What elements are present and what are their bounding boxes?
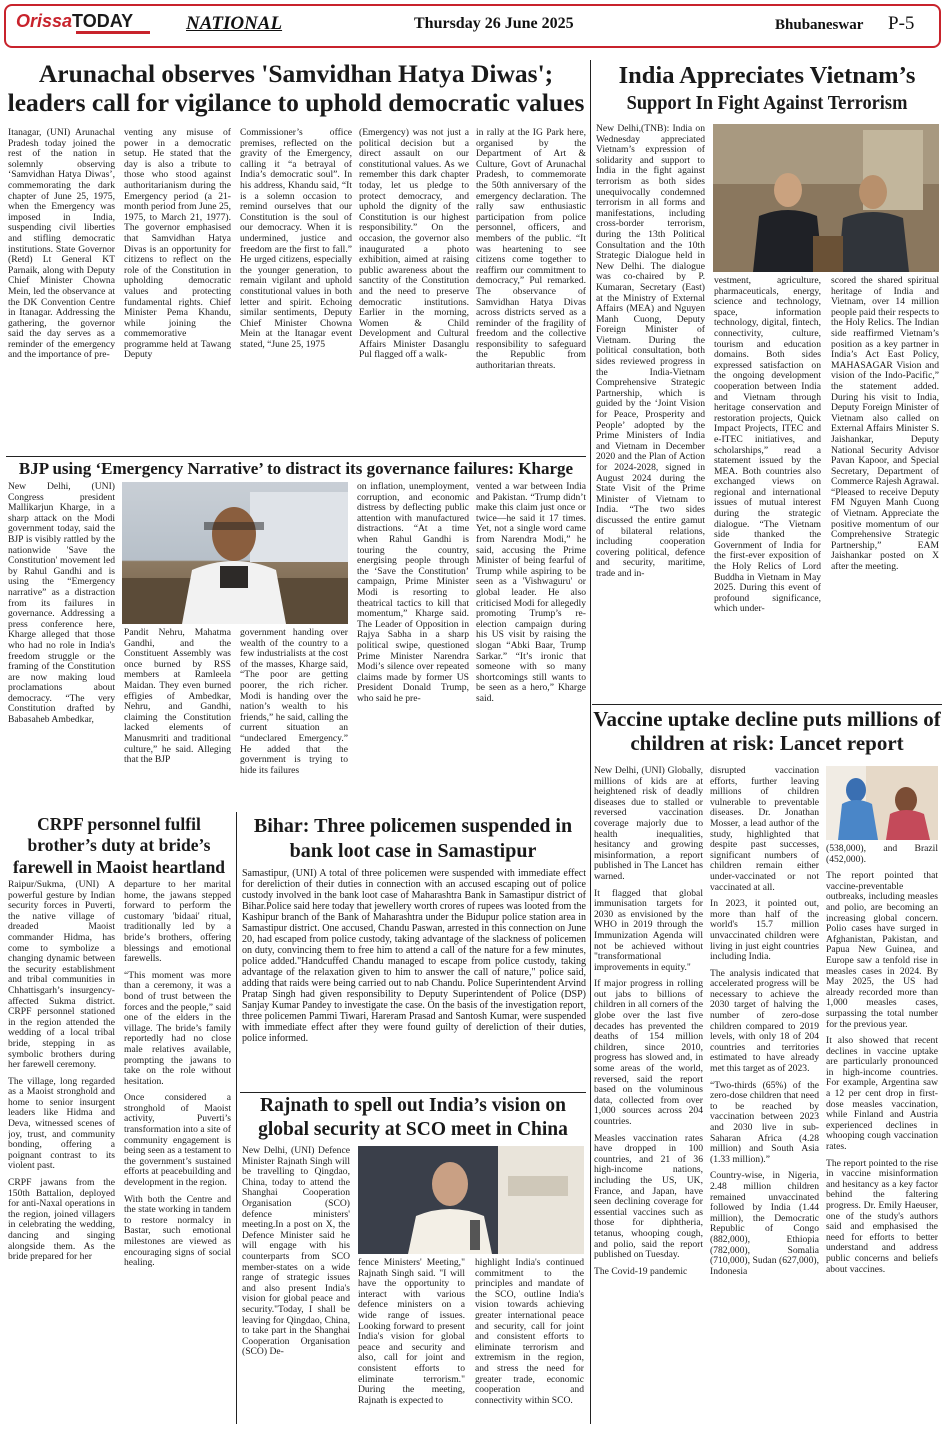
paragraph: (538,000), and Brazil (452,000). <box>826 844 938 865</box>
paragraph: disrupted vaccination efforts, further leaving millions of children vulnerable to preventable diseases. Dr. Jonathan Mosser, a lead author of the study, highlighted that despite past successes, significant numbers of children remain either under-vaccinated or not vaccinated at all. <box>710 766 819 893</box>
vaccine-photo-image <box>826 766 938 840</box>
paragraph: “Two-thirds (65%) of the zero-dose children that need to be reached by vaccination between 2023 and 2030 live in sub-Saharan Africa (4.28 million) and South Asia (1.33 million).” <box>710 1079 819 1165</box>
vaccine-column-1 <box>594 766 703 1422</box>
vaccine-headline: Vaccine uptake decline puts millions of children at risk: Lancet report <box>593 707 941 755</box>
arunachal-column-4: (Emergency) was not just a political decision but a direct assault on our constitutional values. As we remember this dark chapter today, let us pledge to protect democracy, and uphold the dignity of the Constitution is our highest responsibility.” On the occasion, the governor also inaugurated a photo exhibition, aimed at raising public awareness about the sanctity of the Constitution and the need to preserve democratic institutions. Earlier in the morning, Women & Child Development and Cultural Affairs Minister Dasanglu Pul flagged off a walk- <box>359 128 469 361</box>
paragraph: The Covid-19 pandemic <box>594 1265 688 1277</box>
paragraph: departure to her marital home, the jawans stepped forward to perform the customary 'bidaai' ritual, traditionally led by a bride’s brothers, offering blessings and emotional farewells. <box>124 880 231 965</box>
issue-date: Thursday 26 June 2025 <box>414 15 574 32</box>
paragraph: Raipur/Sukma, (UNI) A powerful gesture by Indian security forces in Puverti, the native village of dreaded Maoist commander Hidma, has come to symbolize a changing dynamic between the security establishment and tribal communities in Chhattisgarh’s insurgency-affected Sukma district. CRPF personnel stationed in the region attended the wedding of a local tribal bride, stepping in as symbolic brothers during her farewell ceremony. <box>8 880 115 1071</box>
rajnath-photo <box>358 1146 584 1254</box>
paragraph: It also showed that recent declines in vaccine uptake are particularly pronounced in high-income countries. For example, Argentina saw a 12 per cent drop in first-dose measles vaccination, while Finland and Austria experienced declines in whooping cough vaccination rates. <box>826 1035 938 1153</box>
kharge-headline: BJP using ‘Emergency Narrative’ to distract its governance failures: Kharge <box>18 459 574 478</box>
paragraph: Measles vaccination rates have dropped in 100 countries, and 21 of 36 high-income nations, including the US, UK, France, and Japan, have seen declining coverage for essential vaccines such as those for diphtheria, tetanus, whooping cough, and polio, said the report published on Tuesday. <box>594 1132 703 1261</box>
vietnam-column-3: scored the shared spiritual heritage of India and Vietnam, over 14 million people paid their respects to the Holy Relics. The Indian side reaffirmed Vietnam’s position as a key partner in India’s Act East Policy, MAHASAGAR Vision and vision of the Indo-Pacific,” the statement added. During his visit to India, Deputy Foreign Minister of Vietnam also called on External Affairs Minister S. Jaishankar, Deputy National Security Advisor Pavan Kapoor, and Special Secretary, Department of Commerce Rajesh Agrawal. “Pleased to receive Deputy FM Nguyen Manh Cuong of Vietnam. Appreciate the positive momentum of our Comprehensive Strategic Partnership,” EAM Jaishankar posted on X after the meeting. <box>831 276 939 573</box>
paragraph: The report pointed to the rise in vaccine misinformation and hesitancy as a key factor behind the faltering progress. Dr. Emily Haeuser, one of the study's authors said and emphasised the need for efforts to better understand and address public concerns and beliefs about vaccines. <box>826 1157 938 1275</box>
paragraph: Once considered a stronghold of Maoist activity, Puverti’s transformation into a site of community engagement is being seen as a testament to the government’s sustained efforts at peacebuilding and development in the region. <box>124 1092 231 1189</box>
vietnam-photo <box>713 124 939 272</box>
crpf-column-1 <box>8 880 115 1424</box>
paragraph: New Delhi, (UNI) Globally, millions of kids are at heightened risk of deadly diseases due to stalled or reversed vaccination coverage majorly due to health inequalities, hesitancy and growing misinformation, a report published in The Lancet has warned. <box>594 766 703 882</box>
bihar-body: Samastipur, (UNI) A total of three policemen were suspended with immediate effect for dereliction of their duties in connection with an accused escaping out of police custody involved in the bank loot case of Maharashtra Bank in Samastipur district of Bihar.Police said here today that jewellery worth crores of rupees was looted from the Kashipur branch of the Bank of Maharashtra under the Bidupur police station area in Samastipur district. One accused, Chandu Paswan, arrested in this connection on June 20, had escaped from police custody, taking advantage of the slackness of policemen on duty, convincing them to free him to attend a call of the nature for a few minutes, police added."Handcuffed Chandu managed to escape from police custody, taking advantage of the relaxation given to him to answer the call of nature," police said, adding that raids were being carried out to nab Chandu. Police Superintendent Arvind Pratap Singh had given responsibility to Deputy Superintendent of Police (DSP) Sanjay Kumar Pandey to investigate the case. On the basis of the investigation report, three policemen Pammi Tiwari, Hareram Prasad and Santosh Kumar, were suspended with immediate effect after they were found guilty of dereliction of their duties, police informed. <box>242 868 586 1044</box>
vaccine-column-3 <box>826 844 938 1422</box>
kharge-column-2: Pandit Nehru, Mahatma Gandhi, and the Constituent Assembly was once burned by RSS members at Ramleela Maidan. They even burned effigies of Ambedkar, Nehru, and Gandhi, claiming the Constitution lacked elements of Manusmriti and traditional culture,” he said. Alleging that the BJP <box>124 628 231 766</box>
divider <box>590 60 591 1424</box>
vaccine-column-2 <box>710 766 819 1422</box>
crpf-column-2 <box>124 880 231 1424</box>
paragraph: The report pointed that vaccine-preventable outbreaks, including measles and polio, are becoming an increasing global concern. Polio cases have surged in Afghanistan, Pakistan, and Papua New Guinea, and Europe saw a tenfold rise in measles cases in 2024. By May 2025, the US had already recorded more than 1,000 measles cases, surpassing the total number for the previous year. <box>826 870 938 1030</box>
arunachal-column-5: in rally at the IG Park here, organised by the Department of Art & Culture, Govt of Arunachal Pradesh, to commemorate the 50th anniversary of the emergency declaration. The rally saw enthusiastic participation from police personnel, officers, and members of the public. “It was heartening to see citizens come together to reaffirm our commitment to democracy,” Pul remarked. The observance of Samvidhan Hatya Divas across districts served as a reminder of the fragility of freedom and the collective responsibility to safeguard the Republic from authoritarian threats. <box>476 128 586 372</box>
kharge-column-3: government handing over wealth of the country to a few industrialists at the cost of the masses, Kharge said, “The poor are getting poorer, the rich richer. Modi is handing over the nation’s wealth to his friends,” he said, calling the current situation an “undeclared Emergency.” He added that the government is trying to hide its failures <box>240 628 348 776</box>
arunachal-headline: Arunachal observes 'Samvidhan Hatya Diwas'; leaders call for vigilance to uphold democratic values <box>7 59 585 117</box>
logo-underline <box>76 31 150 34</box>
page-number: P-5 <box>888 13 915 34</box>
divider <box>240 1092 586 1093</box>
kharge-column-5: vented a war between India and Pakistan. “Trump didn’t make this claim just once or twice—he said it 17 times. Yet, not a single word came from Narendra Modi,” he said, accusing the Prime Minister of being fearful of Trump while aspiring to be seen as a 'Vishwaguru' or global leader. He also criticised Modi for allegedly promoting Trump’s re-election campaign during his US visit by raising the slogan “Abki Baar, Trump Sarkar.” “It’s ironic that someone with so many shortcomings still wants to be seen as a hero,” Kharge said. <box>476 482 586 704</box>
rajnath-photo-image <box>358 1146 584 1254</box>
kharge-column-1: New Delhi, (UNI) Congress president Mallikarjun Kharge, in a sharp attack on the Modi government today, said the BJP is visibly rattled by the nationwide 'Save the Constitution' movement led by Rahul Gandhi and is using the “Emergency narrative” as a distraction from its failures in governance. Addressing a press conference here, Kharge alleged that those who had no role in India's freedom struggle or the framing of the Constitution are now making loud proclamations about democracy. “The very Constitution drafted by Babasaheb Ambedkar, <box>8 482 115 726</box>
vietnam-subheadline: Support In Fight Against Terrorism <box>626 92 908 114</box>
paragraph: If major progress in rolling out jabs to billions of children in all corners of the globe over the last five decades has prevented the deaths of 154 million children, since 2010, progress has slowed and, in some areas of the world, reversed, said the report based on the voluminous data, collected from over 1,000 sources across 204 countries. <box>594 978 703 1127</box>
paragraph: It flagged that global immunisation targets for 2030 as envisioned by the WHO in 2019 through the Immunization Agenda will not be achieved without "transformational improvements in equity." <box>594 887 703 973</box>
paragraph: In 2023, it pointed out, more than half of the world's 15.7 million unvaccinated children were living in just eight countries including India. <box>710 898 819 963</box>
vietnam-column-1: New Delhi,(TNB): India on Wednesday appreciated Vietnam’s expression of solidarity and support to India in the fight against terrorism as both sides unequivocally condemned terrorism in all forms and manifestations, including cross-border terrorism, during the 13th Political Consultation and the 10th Strategic Dialogue held in New Delhi. The dialogue was co-chaired by P. Kumaran, Secretary (East) at the Ministry of External Affairs (MEA) and Nguyen Manh Cuong, Deputy Foreign Minister of Vietnam. During the political consultation, both sides reviewed progress in the India-Vietnam Comprehensive Strategic Partnership, which is guided by the ‘Joint Vision for Peace, Prosperity and People’ adopted by the Prime Ministers of India and Vietnam in December 2020 and the Plan of Action for 2024-2028, signed in August 2024 during the State Visit of the Prime Minister of Vietnam to India. “The two sides discussed the entire gamut of bilateral relations, including cooperation covering political, defence and security, maritime, trade and in- <box>596 124 705 579</box>
arunachal-column-3: Commissioner’s office premises, reflected on the gravity of the Emergency, calling it “a betrayal of India’s democratic soul”. In his address, Khandu said, “It is a solemn occasion to remind ourselves that our Constitution is the soul of our democracy. When it is undermined, justice and freedom are the first to fall.” He urged citizens, especially the younger generation, to remain vigilant and uphold constitutional values in both letter and spirit. Echoing similar sentiments, Deputy Chief Minister Chowna Mein at the Itanagar event stated, “June 25, 1975 <box>240 128 352 350</box>
crpf-headline: CRPF personnel fulfil brother’s duty at bride’s farewell in Maoist heartland <box>12 814 226 877</box>
divider <box>6 456 586 457</box>
section-title: NATIONAL <box>186 13 283 34</box>
rajnath-column-3: highlight India's continued commitment to the principles and mandate of the SCO, outline India's vision towards achieving greater international peace and security, call for joint and consistent efforts to eliminate terrorism and extremism in the region, and stress the need for greater trade, economic cooperation and connectivity within SCO. <box>475 1258 584 1406</box>
edition-city: Bhubaneswar <box>775 17 864 33</box>
arunachal-column-2: venting any misuse of power in a democratic setup. He stated that the day is also a tribute to those who stood against authoritarianism during the Emergency period (a 21-month period from June 25, 1975, to March 21, 1977). The governor emphasised that Samvidhan Hatya Divas is an opportunity for citizens to reflect on the role of the Constitution in upholding democratic values and protecting fundamental rights. Chief Minister Pema Khandu, while joining the commemorative programme held at Tawang Deputy <box>124 128 231 361</box>
paragraph: “This moment was more than a ceremony, it was a bond of trust between the forces and the people,” said one of the elders in the village. The bride’s family reportedly had no close male relatives available, prompting the jawans to take on the role without hesitation. <box>124 969 231 1087</box>
rajnath-column-2: fence Ministers' Meeting," Rajnath Singh said. "I will have the opportunity to interact with various defence ministers on a wide range of issues. Looking forward to present India's vision for global peace and security and also, call for joint and consistent efforts to eliminate terrorism." During the meeting, Rajnath is expected to <box>358 1258 465 1406</box>
vietnam-column-2: vestment, agriculture, pharmaceuticals, energy, science and technology, space, information technology, digital, fintech, connectivity, culture, tourism and education domains. Both sides expressed satisfaction on the ongoing development cooperation between India and Vietnam through heritage conservation and restoration projects, Quick Impact Projects, ITEC and e-ITEC initiatives, and scholarships,” read a statement issued by the MEA. Both countries also exchanged views on regional and international issues of mutual interest during the strategic dialogue. “The Vietnam side thanked the Government of India for the first-ever exposition of the Holy Relics of Lord Buddha in Vietnam in May 2025. During this event of profound significance, which under- <box>714 276 821 615</box>
bihar-headline: Bihar: Three policemen suspended in bank loot case in Samastipur <box>253 815 573 862</box>
newspaper-logo <box>16 11 133 32</box>
divider <box>592 704 942 705</box>
paragraph: The village, long regarded as a Maoist stronghold and home to senior insurgent leaders like Hidma and Deva, witnessed scenes of joy, trust, and community bonding, offering a poignant contrast to its violent past. <box>8 1075 115 1172</box>
kharge-photo <box>122 482 348 624</box>
paragraph: Country-wise, in Nigeria, 2.48 million children remained unvaccinated followed by India (1.44 million), the Democratic Republic of Congo (882,000), Ethiopia (782,000), Somalia (710,000), Sudan (627,000), Indonesia <box>710 1170 819 1277</box>
rajnath-headline: Rajnath to spell out India’s vision on global security at SCO meet in China <box>258 1095 568 1141</box>
paragraph: The analysis indicated that accelerated progress will be necessary to achieve the 2030 target of halving the number of zero-dose children compared to 2019 levels, with only 18 of 204 countries and territories estimated to have already met this target as of 2023. <box>710 967 819 1075</box>
paragraph: With both the Centre and the state working in tandem to restore normalcy in Bastar, such emotional milestones are viewed as encouraging signs of social healing. <box>124 1193 231 1269</box>
arunachal-column-1: Itanagar, (UNI) Arunachal Pradesh today joined the rest of the nation in solemnly observing ‘Samvidhan Hatya Diwas’, commemorating the dark chapter of June 25, 1975, when the Emergency was imposed in India, suspending civil liberties and stifling democratic institutions. State Governor (Retd) Lt General KT Parnaik, along with Deputy Chief Minister Chowna Mein, led the observance at the DK Convention Centre in Itanagar. Addressing the gathering, the governor said the day serves as a reminder of the emergency and the importance of pre- <box>8 128 115 361</box>
logo-suffix: TODAY <box>72 11 134 31</box>
vaccine-photo <box>826 766 938 840</box>
vietnam-photo-image <box>713 124 939 272</box>
vietnam-headline: India Appreciates Vietnam’s <box>618 62 916 89</box>
paragraph: CRPF jawans from the 150th Battalion, deployed for anti-Naxal operations in the region, joined villagers in celebrating the wedding, dancing and singing alongside them. As the bride prepared for her <box>8 1177 115 1263</box>
kharge-photo-image <box>122 482 348 624</box>
logo-prefix: Orissa <box>16 11 73 31</box>
divider <box>236 812 237 1424</box>
rajnath-column-1: New Delhi, (UNI) Defence Minister Rajnath Singh will be travelling to Qingdao, China, today to attend the Shanghai Cooperation Organisation (SCO) defence ministers' meeting.In a post on X, the Defence Minister said he will engage with his counterparts from SCO member-states on a wide range of strategic issues and also present India's vision for global peace and security."Today, I shall be leaving for Qingdao, China, to take part in the Shanghai Cooperation Organisation (SCO) De- <box>242 1146 350 1358</box>
kharge-column-4: on inflation, unemployment, corruption, and economic distress by deflecting public attention with manufactured distractions. “At a time when Rahul Gandhi is touring the country, energising people through the ‘Save the Constitution’ campaign, Prime Minister Modi is resorting to theatrical tactics to kill that momentum,” Kharge said. The Leader of Opposition in Rajya Sabha in a sharp political swipe, questioned Prime Minister Narendra Modi’s silence over repeated claims made by former US President Donald Trump, who said he pre- <box>357 482 469 704</box>
